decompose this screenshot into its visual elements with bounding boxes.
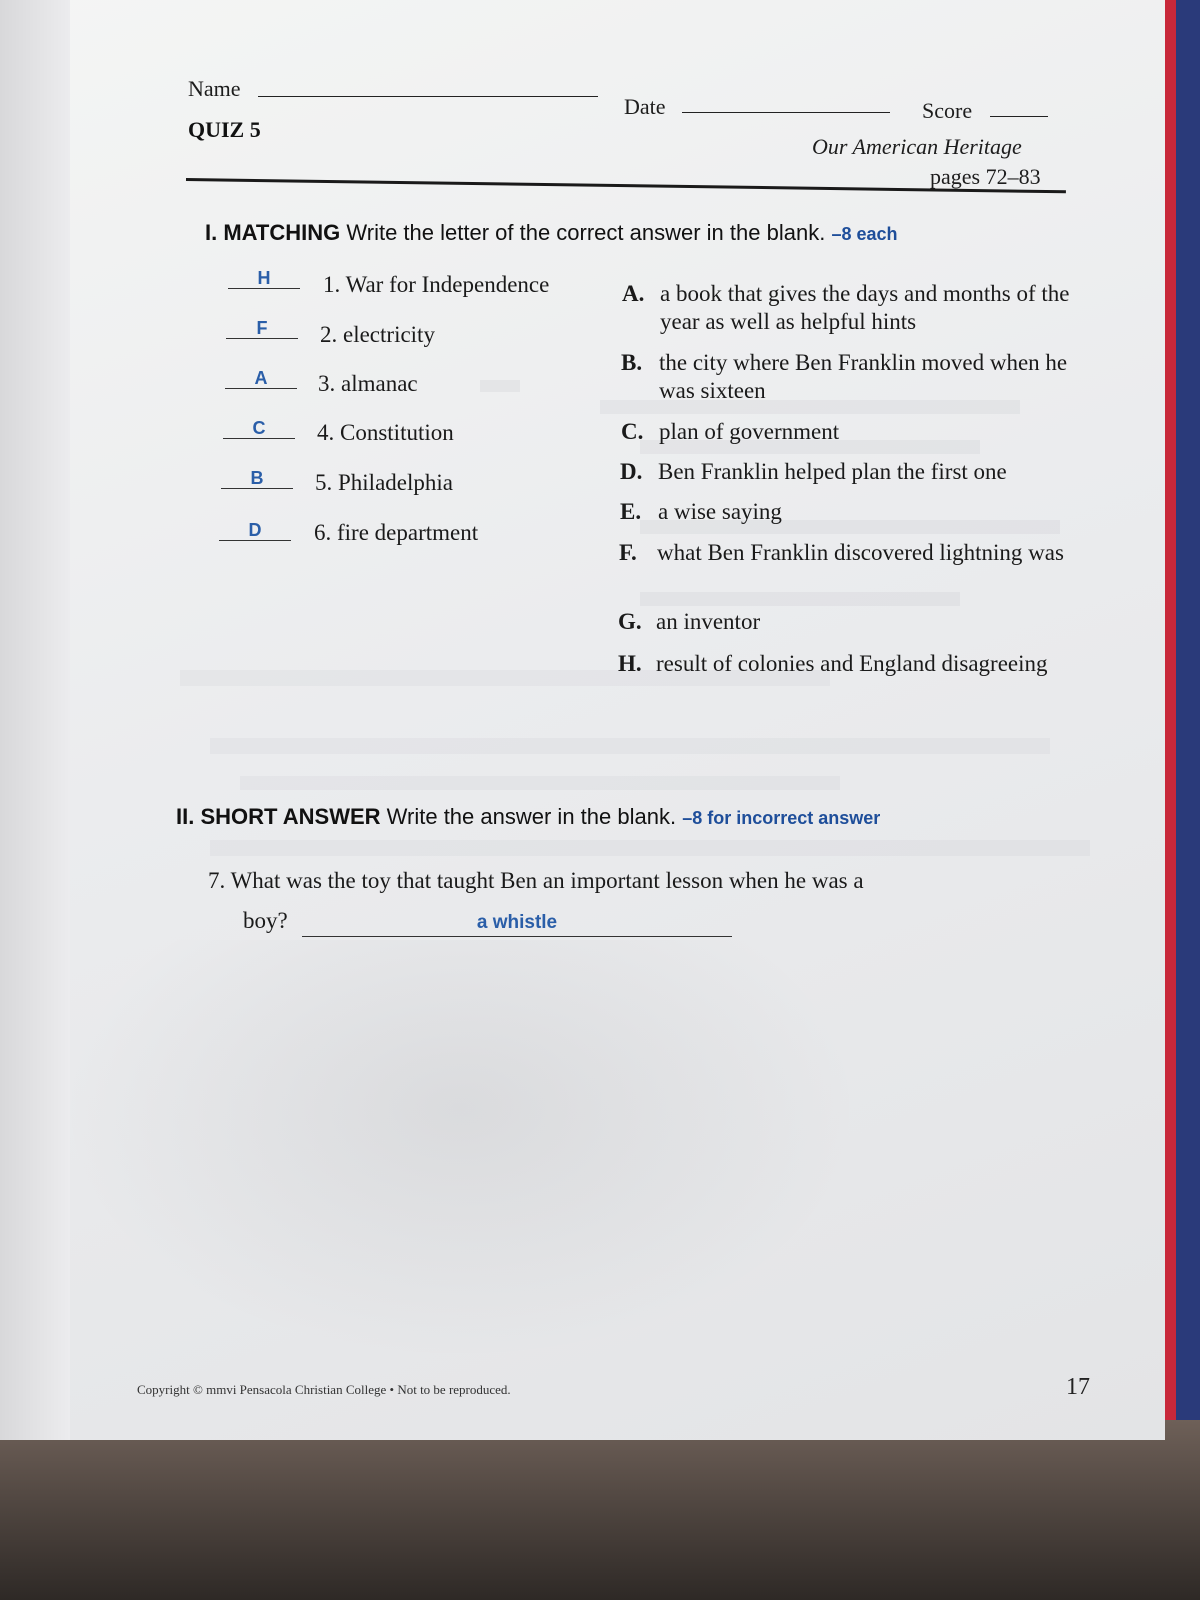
page-number: 17 xyxy=(1066,1374,1090,1400)
option-f-letter: F. xyxy=(619,540,637,565)
matching-item-4: 4. Constitution xyxy=(317,420,454,445)
page-shadow xyxy=(60,940,860,1360)
matching-item-5: 5. Philadelphia xyxy=(315,470,453,495)
option-d-text: Ben Franklin helped plan the first one xyxy=(658,459,1007,484)
matching-item-2: 2. electricity xyxy=(320,322,435,347)
option-d-letter: D. xyxy=(620,459,643,484)
option-a-text: a book that gives the days and months of the year as well as helpful hints xyxy=(660,281,1070,334)
section2-heading xyxy=(176,804,880,830)
score-field[interactable] xyxy=(990,116,1048,117)
option-e-letter: E. xyxy=(620,499,642,524)
option-c-text: plan of government xyxy=(659,419,840,444)
background-right xyxy=(1160,0,1200,1420)
section1-points: –8 each xyxy=(831,224,898,244)
answer-blank-3[interactable]: A xyxy=(225,368,297,389)
question-7-answer[interactable]: a whistle xyxy=(302,912,732,937)
question-7-line1: 7. What was the toy that taught Ben an important lesson when he was a xyxy=(208,868,864,893)
option-a-letter: A. xyxy=(622,281,645,306)
bleed-through-mark xyxy=(640,592,960,606)
option-c-letter: C. xyxy=(621,419,644,444)
section1-title: I. MATCHING xyxy=(205,220,341,245)
answer-blank-1[interactable]: H xyxy=(228,268,300,289)
option-c xyxy=(621,418,1091,446)
section1-heading xyxy=(205,220,898,246)
copyright: Copyright © mmvi Pensacola Christian College • Not to be reproduced. xyxy=(137,1382,511,1397)
option-e-text: a wise saying xyxy=(658,499,782,524)
answer-blank-4[interactable]: C xyxy=(223,418,295,439)
option-b-text: the city where Ben Franklin moved when he was sixteen xyxy=(659,350,1068,403)
option-g-text: an inventor xyxy=(656,609,761,634)
matching-item-3: 3. almanac xyxy=(318,371,418,396)
section1-instruction: Write the letter of the correct answer in the blank. xyxy=(346,220,826,245)
option-h xyxy=(618,650,1088,678)
answer-blank-5[interactable]: B xyxy=(221,468,293,489)
page-range: pages 72–83 xyxy=(930,164,1041,189)
date-label: Date xyxy=(624,94,666,119)
matching-item-1: 1. War for Independence xyxy=(323,272,550,297)
option-b xyxy=(621,349,1091,405)
option-h-text: result of colonies and England disagreeing xyxy=(656,651,1048,676)
option-g xyxy=(618,608,1088,636)
name-label: Name xyxy=(188,76,241,101)
option-f-text: what Ben Franklin discovered lightning was xyxy=(657,540,1064,565)
name-field[interactable] xyxy=(258,96,598,97)
option-e xyxy=(620,498,1090,526)
bleed-through-mark xyxy=(240,776,840,790)
option-b-letter: B. xyxy=(621,350,643,375)
question-7-line2: boy? xyxy=(243,908,288,933)
bleed-through-mark xyxy=(480,380,520,392)
date-field[interactable] xyxy=(682,112,890,113)
section2-title: II. SHORT ANSWER xyxy=(176,804,381,829)
background-bottom xyxy=(0,1420,1200,1600)
option-d xyxy=(620,458,1090,486)
matching-item-6: 6. fire department xyxy=(314,520,479,545)
answer-blank-2[interactable]: F xyxy=(226,318,298,339)
option-h-letter: H. xyxy=(618,651,642,676)
answer-blank-6[interactable]: D xyxy=(219,520,291,541)
bleed-through-mark xyxy=(210,738,1050,754)
option-g-letter: G. xyxy=(618,609,642,634)
score-label: Score xyxy=(922,98,973,123)
option-a xyxy=(622,280,1092,336)
book-title: Our American Heritage xyxy=(812,134,1022,159)
option-f xyxy=(619,539,1089,567)
section2-instruction: Write the answer in the blank. xyxy=(386,804,677,829)
quiz-title: QUIZ 5 xyxy=(188,117,261,142)
bleed-through-mark xyxy=(210,840,1090,856)
section2-points: –8 for incorrect answer xyxy=(682,808,881,828)
